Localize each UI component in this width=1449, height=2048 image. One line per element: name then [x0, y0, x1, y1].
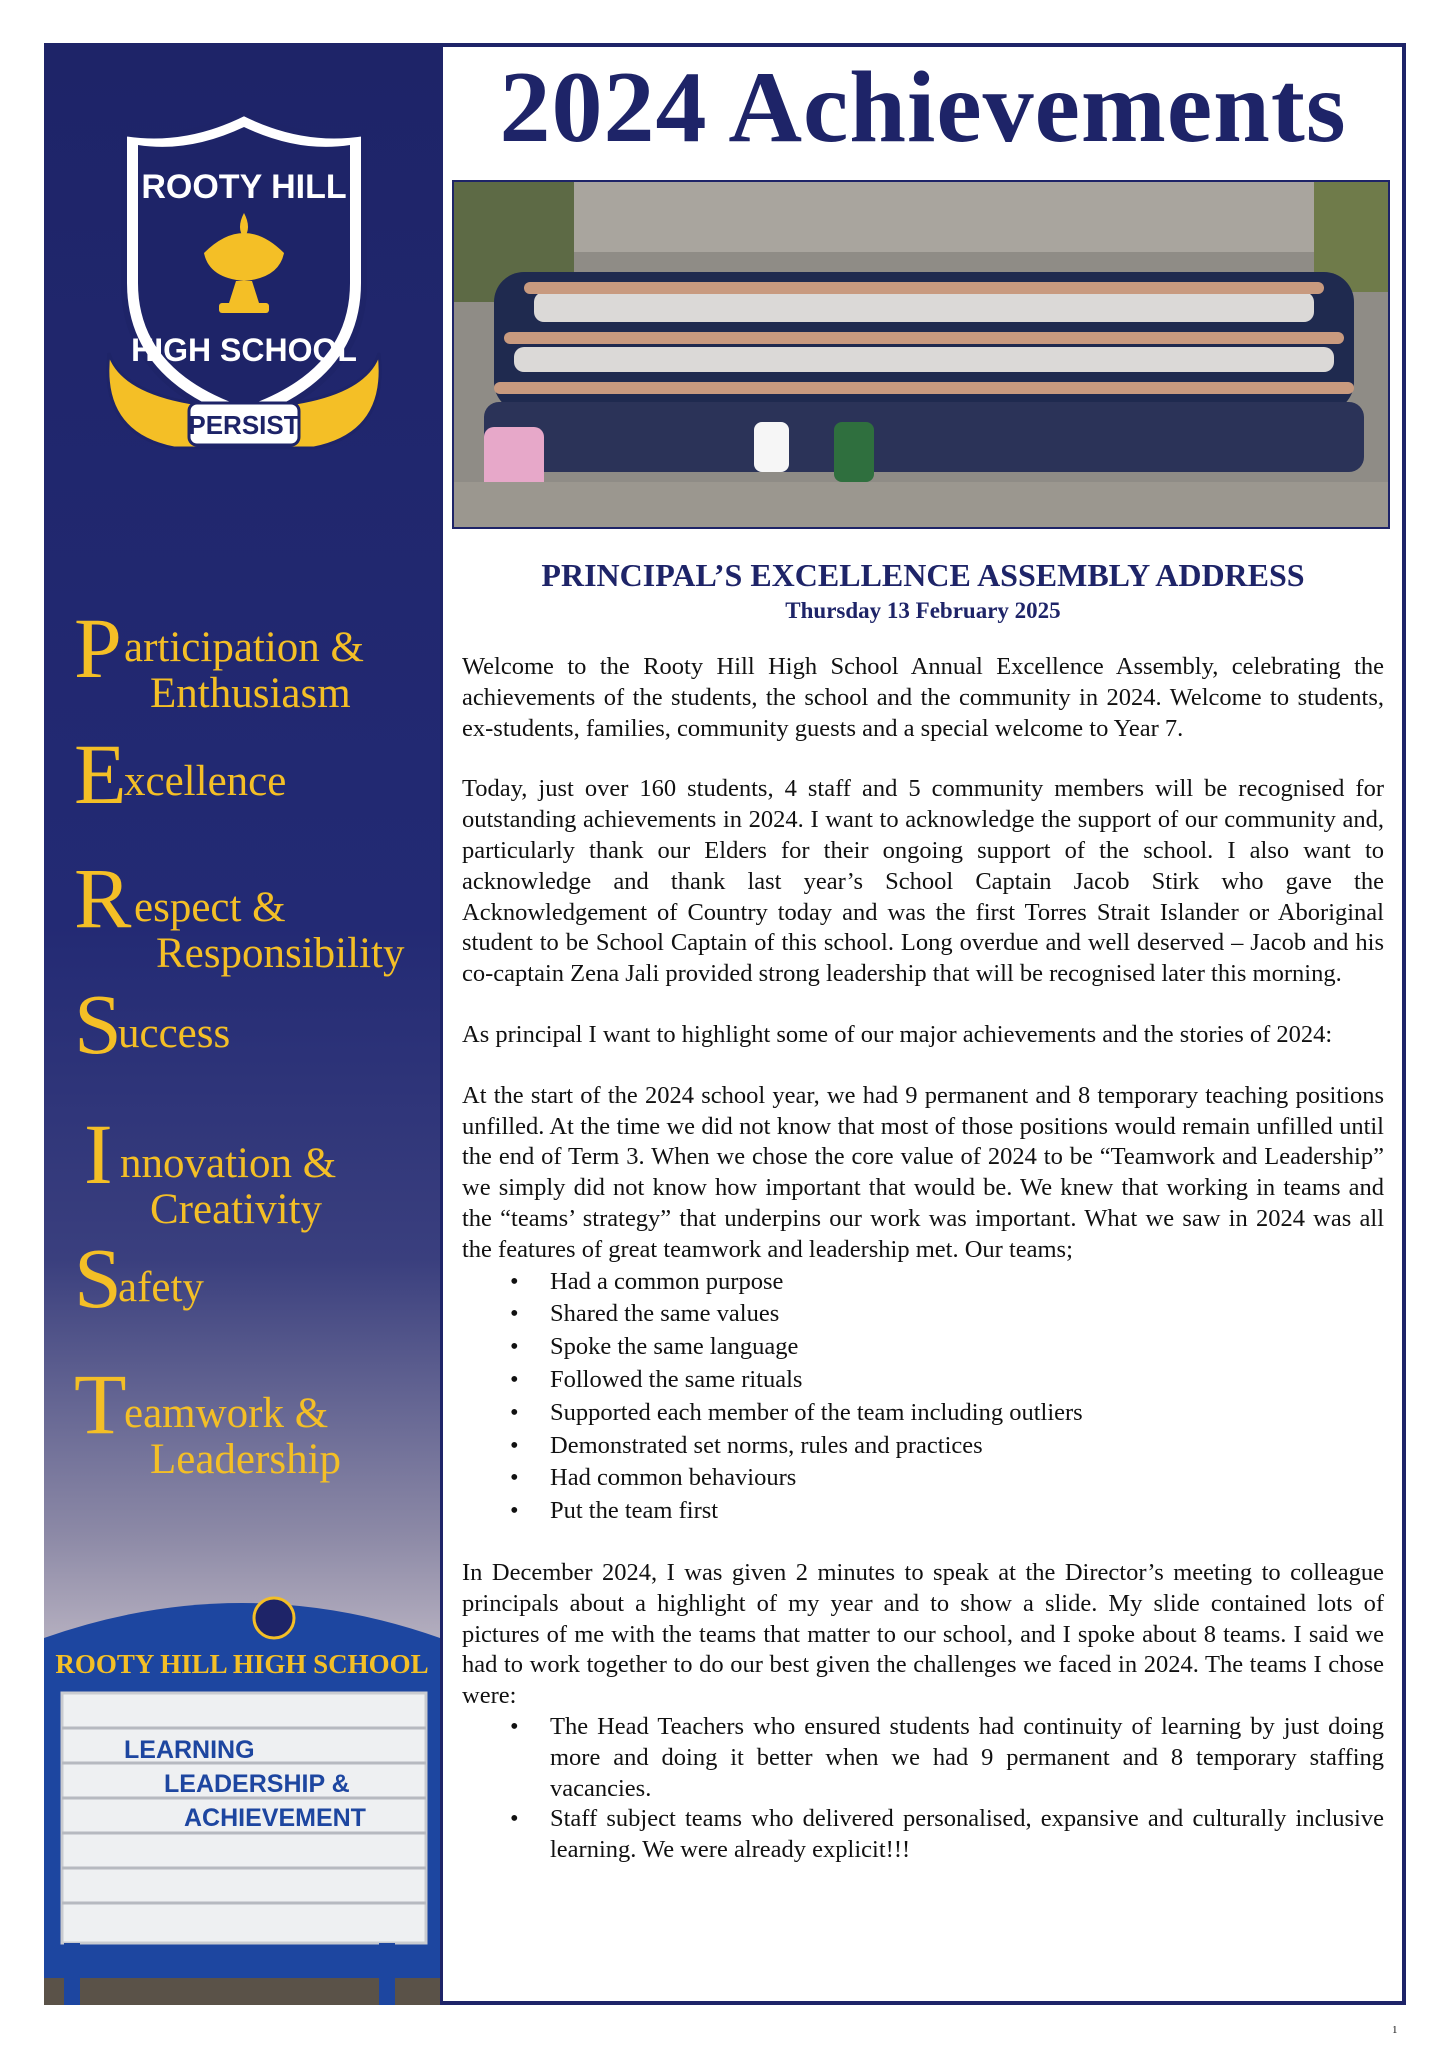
value-line: uccess	[118, 1010, 231, 1057]
page-number: 1	[1392, 2024, 1398, 2036]
paragraph: Welcome to the Rooty Hill High School Annual Excellence Assembly, celebrating the achievements of the students, the school and the community in 2024. Welcome to students, ex-students, families, community guests and a special welcome to Year 7.	[462, 653, 1384, 742]
list-item: • Put the team first	[550, 1495, 1384, 1528]
value-line: Responsibility	[156, 930, 405, 977]
value-line: Enthusiasm	[150, 670, 351, 717]
value-line: xcellence	[124, 758, 287, 805]
list-item: • Shared the same values	[550, 1298, 1384, 1331]
value-line: espect &	[134, 884, 286, 931]
crest-top-text: ROOTY HILL	[141, 168, 347, 206]
list-item: • The Head Teachers who ensured students had continuity of learning by just doing more and doing it better when we had 9 permanent and 8 temporary staffing vacancies.	[550, 1712, 1384, 1804]
value-initial: S	[74, 1230, 122, 1326]
value-line: afety	[118, 1264, 204, 1311]
group-photo	[452, 180, 1390, 529]
list-item: • Demonstrated set norms, rules and practices	[550, 1430, 1384, 1463]
page-title: 2024 Achievements	[499, 51, 1347, 164]
article-heading: PRINCIPAL’S EXCELLENCE ASSEMBLY ADDRESS	[541, 557, 1305, 593]
crest-bottom-text: HIGH SCHOOL	[131, 332, 357, 368]
value-initial: S	[74, 976, 122, 1072]
value-line: Creativity	[150, 1186, 322, 1233]
sign-line-3: ACHIEVEMENT	[184, 1804, 366, 1832]
sidebar	[44, 43, 440, 2005]
list-item: • Staff subject teams who delivered personalised, expansive and culturally inclusive learning. We were already explicit!!!	[550, 1804, 1384, 1866]
school-crest-logo	[94, 103, 394, 483]
value-line: Leadership	[150, 1436, 342, 1483]
value-initial: I	[84, 1106, 113, 1202]
list-item: • Had a common purpose	[550, 1266, 1384, 1299]
paragraph: At the start of the 2024 school year, we had 9 permanent and 8 temporary teaching positions unfilled. At the time we did not know that most of those positions would remain unfilled until the end of Term 3. When we chose the core value of 2024 to be “Teamwork and Leadership” we simply did not know how important that would be. We knew that working in teams and the “teams’ strategy” that underpins our work was important. What we saw in 2024 was all the features of great teamwork and leadership met. Our teams;	[462, 1081, 1384, 1263]
value-line: eamwork &	[124, 1390, 329, 1437]
list-item: • Followed the same rituals	[550, 1364, 1384, 1397]
value-initial: E	[74, 726, 127, 822]
value-initial: R	[74, 850, 132, 946]
list-item: • Supported each member of the team including outliers	[550, 1397, 1384, 1430]
team-features-list	[462, 1266, 1384, 1528]
group-photo-image	[454, 182, 1388, 527]
value-line: nnovation &	[120, 1140, 337, 1187]
sign-line-1: LEARNING	[124, 1736, 255, 1764]
value-initial: T	[74, 1356, 127, 1452]
list-item: • Spoke the same language	[550, 1331, 1384, 1364]
article-date: Thursday 13 February 2025	[785, 598, 1061, 623]
sign-header-text: ROOTY HILL HIGH SCHOOL	[55, 1649, 429, 1679]
paragraph: In December 2024, I was given 2 minutes to speak at the Director’s meeting to colleague principals about a highlight of my year and to show a slide. My slide contained lots of pictures of me with the teams that matter to our school, and I spoke about 8 teams. I said we had to work together to do our best given the challenges we faced in 2024. The teams I chose were:	[462, 1558, 1384, 1710]
value-line: articipation &	[124, 624, 365, 671]
paragraph: As principal I want to highlight some of our major achievements and the stories of 2024:	[462, 1020, 1333, 1048]
school-sign-image	[44, 1578, 440, 2005]
article-body	[462, 652, 1384, 1896]
motto-text: PERSIST	[188, 410, 300, 440]
sign-line-2: LEADERSHIP &	[164, 1770, 350, 1798]
teams-list	[462, 1712, 1384, 1866]
value-initial: P	[74, 600, 122, 696]
list-item: • Had common behaviours	[550, 1462, 1384, 1495]
paragraph: Today, just over 160 students, 4 staff and 5 community members will be recognised for outstanding achievements in 2024. I want to acknowledge the support of our community and, particularly thank our Elders for their ongoing support of the school. I also want to acknowledge and thank last year’s School Captain Jacob Stirk who gave the Acknowledgement of Country today and was the first Torres Strait Islander or Aboriginal student to be School Captain of this school. Long overdue and well deserved – Jacob and his co-captain Zena Jali provided strong leadership that will be recognised later this morning.	[462, 775, 1384, 988]
